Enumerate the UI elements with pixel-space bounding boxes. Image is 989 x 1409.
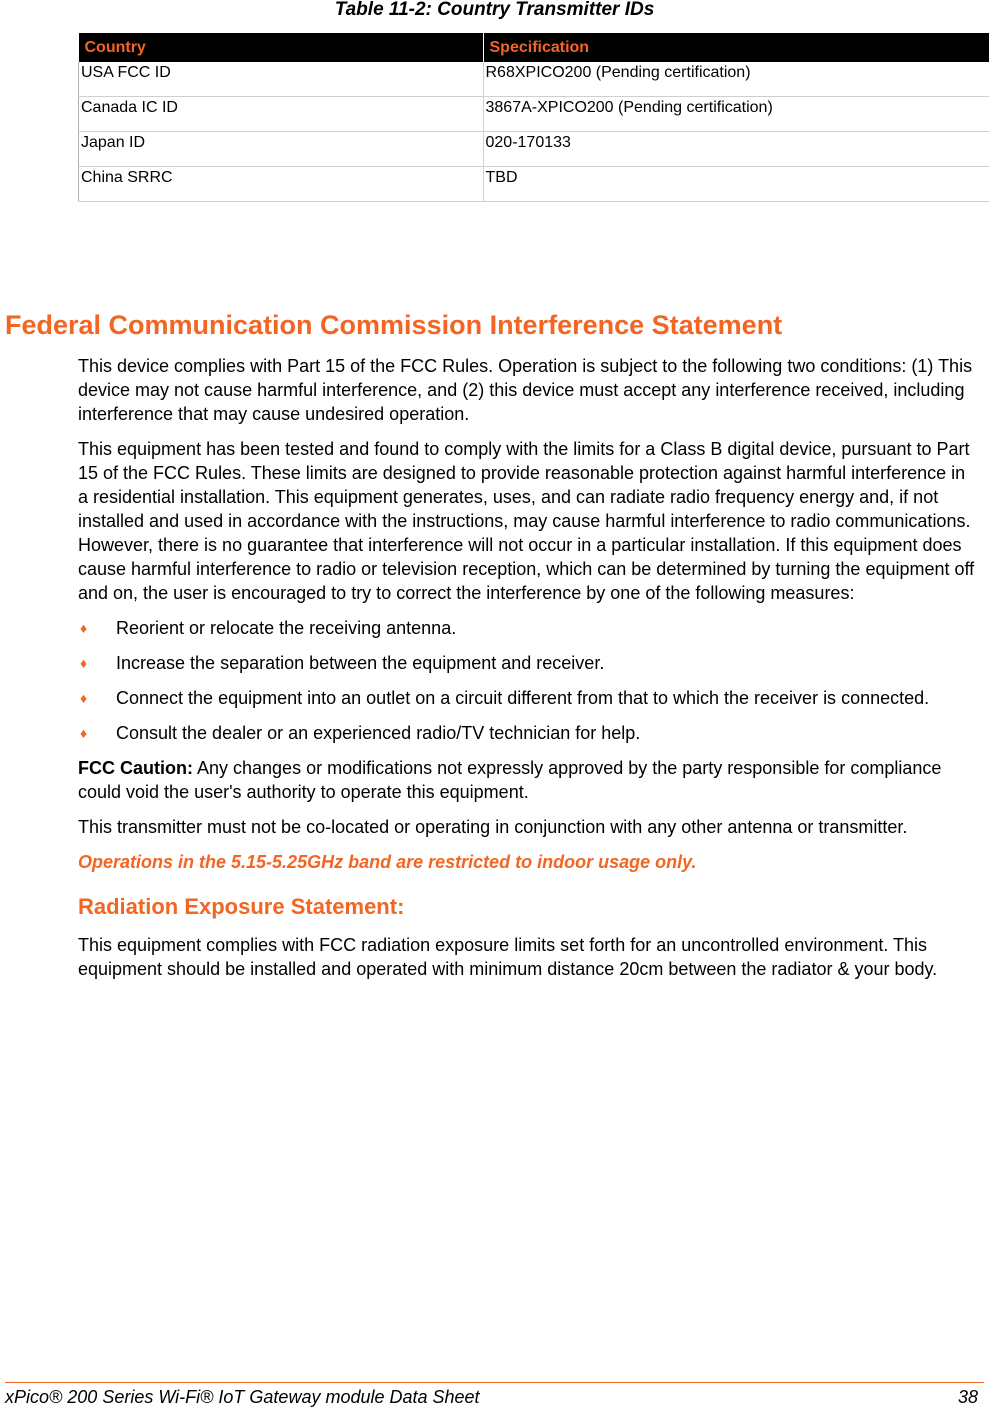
measures-list [78,616,978,745]
table-cell-specification: R68XPICO200 (Pending certification) [483,62,989,97]
table-row [79,62,989,97]
compliance-paragraph: This device complies with Part 15 of the FCC Rules. Operation is subject to the following two conditions: (1) This device may not cause harmful interference, and (2) this device must accept any interference received, including interference that may cause undesired operation. [78,356,973,424]
fcc-caution-paragraph [78,756,978,804]
radiation-exposure-title: Radiation Exposure Statement: [78,894,405,919]
list-item [78,651,978,675]
section-content [78,354,978,992]
class-b-paragraph: This equipment has been tested and found to comply with the limits for a Class B digital device, pursuant to Part 15 of the FCC Rules. These limits are designed to provide reasonable protection against harmful interference in a residential installation. This equipment generates, uses, and can radiate radio frequency energy and, if not installed and used in accordance with the instructions, may cause harmful interference to radio communications. However, there is no guarantee that interference will not occur in a particular installation. If this equipment does cause harmful interference to radio or television reception, which can be determined by turning the equipment off and on, the user is encouraged to try to correct the interference by one of the following measures: [78,439,975,603]
radiation-exposure-paragraph: This equipment complies with FCC radiation exposure limits set forth for an uncontrolled environment. This equipment should be installed and operated with minimum distance 20cm between the radiator & your body. [78,935,938,979]
column-header-specification: Specification [483,33,989,62]
list-item-text: Connect the equipment into an outlet on a circuit different from that to which the receiver is connected. [116,688,930,708]
footer-document-title: xPico® 200 Series Wi-Fi® IoT Gateway module Data Sheet [5,1387,480,1407]
colocation-paragraph: This transmitter must not be co-located or operating in conjunction with any other antenna or transmitter. [78,817,908,837]
table-caption: Table 11-2: Country Transmitter IDs [334,0,655,20]
indoor-usage-note: Operations in the 5.15-5.25GHz band are restricted to indoor usage only. [78,852,697,872]
list-item-text: Reorient or relocate the receiving antenna. [116,618,457,638]
diamond-bullet-icon: ♦ [80,620,88,636]
table-cell-specification: 3867A-XPICO200 (Pending certification) [483,97,989,132]
table-cell-country: USA FCC ID [79,62,484,97]
list-item-text: Increase the separation between the equipment and receiver. [116,653,605,673]
table-cell-country: Japan ID [79,132,484,167]
list-item [78,686,978,710]
diamond-bullet-icon: ♦ [80,690,88,706]
table-row [79,132,989,167]
table-row [79,97,989,132]
table-row [79,167,989,202]
list-item-text: Consult the dealer or an experienced radio/TV technician for help. [116,723,641,743]
list-item [78,721,978,745]
footer-divider [5,1382,984,1383]
diamond-bullet-icon: ♦ [80,655,88,671]
table-cell-specification: 020-170133 [483,132,989,167]
fcc-caution-text: Any changes or modifications not expressly approved by the party responsible for compliance could void the user's authority to operate this equipment. [78,758,942,802]
fcc-caution-label: FCC Caution: [78,758,193,778]
table-header-row [79,33,989,62]
diamond-bullet-icon: ♦ [80,725,88,741]
table-cell-specification: TBD [483,167,989,202]
column-header-country: Country [79,33,484,62]
table-cell-country: Canada IC ID [79,97,484,132]
table-cell-country: China SRRC [79,167,484,202]
list-item [78,616,978,640]
footer-page-number: 38 [957,1387,978,1407]
section-title: Federal Communication Commission Interference Statement [5,310,783,340]
country-transmitter-table [78,33,989,202]
